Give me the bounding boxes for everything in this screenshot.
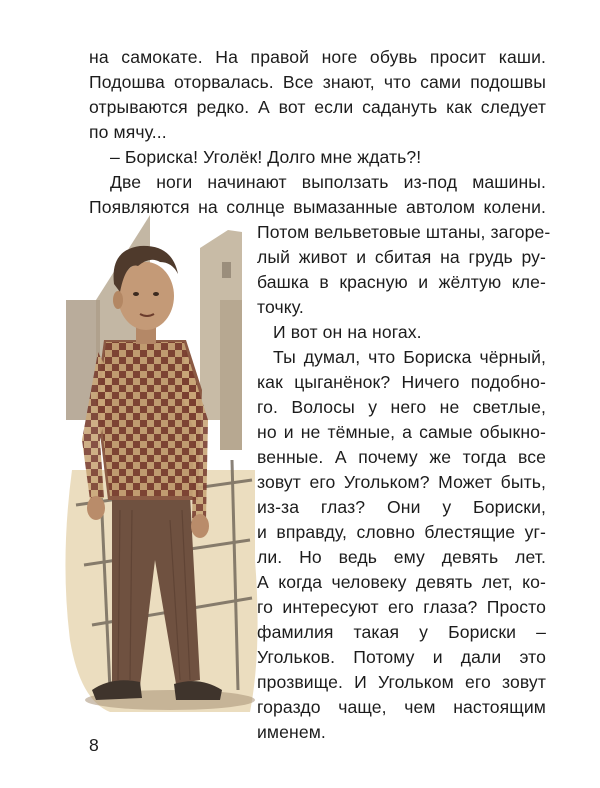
text-line: фамилия такая у Бориски – (257, 622, 546, 642)
text-line: точку. (257, 297, 304, 317)
text-line: Две ноги начинают выползать из-под машины. (110, 172, 546, 192)
text-line: из-за глаз? Они у Бориски, (257, 497, 546, 517)
text-line: зовут его Угольком? Может быть, (257, 472, 546, 492)
text-line: как цыганёнок? Ничего подобно- (257, 372, 546, 392)
text-line: А когда человеку девять лет, ко- (257, 572, 546, 592)
text-line: – Бориска! Уголёк! Долго мне ждать?! (110, 147, 422, 167)
text-line: и вправду, словно блестящие уг- (257, 522, 546, 542)
text-line: на самокате. На правой ноге обувь просит каши. (89, 47, 546, 67)
page-number: 8 (89, 735, 99, 755)
text-line: ли. Но ведь ему девять лет. (257, 547, 546, 567)
text-line: гораздо чаще, чем настоящим (257, 697, 546, 717)
text-line: го. Волосы у него не светлые, (257, 397, 546, 417)
text-line: Ты думал, что Бориска чёрный, (273, 347, 546, 367)
text-line: лый живот и сбитая на грудь ру- (257, 247, 546, 267)
text-line: И вот он на ногах. (273, 322, 422, 342)
text-line: го интересуют его глаза? Просто (257, 597, 546, 617)
text-line: венные. А почему же тогда все (257, 447, 546, 467)
text-line: именем. (257, 722, 326, 742)
text-line: отрываются редко. А вот если садануть как следует (89, 97, 546, 117)
text-line: Появляются на солнце вымазанные автолом колени. (89, 197, 546, 217)
text-line: башка в красную и жёлтую кле- (257, 272, 546, 292)
text-line: Угольков. Потому и дали это (257, 647, 546, 667)
text-line: по мячу... (89, 122, 167, 142)
text-line: Потом вельветовые штаны, загоре- (257, 222, 551, 242)
text-line: Подошва оторвалась. Все знают, что сами подошвы (89, 72, 546, 92)
text-line: прозвище. И Угольком его зовут (257, 672, 546, 692)
text-line: но и не тёмные, а самые обыкно- (257, 422, 546, 442)
